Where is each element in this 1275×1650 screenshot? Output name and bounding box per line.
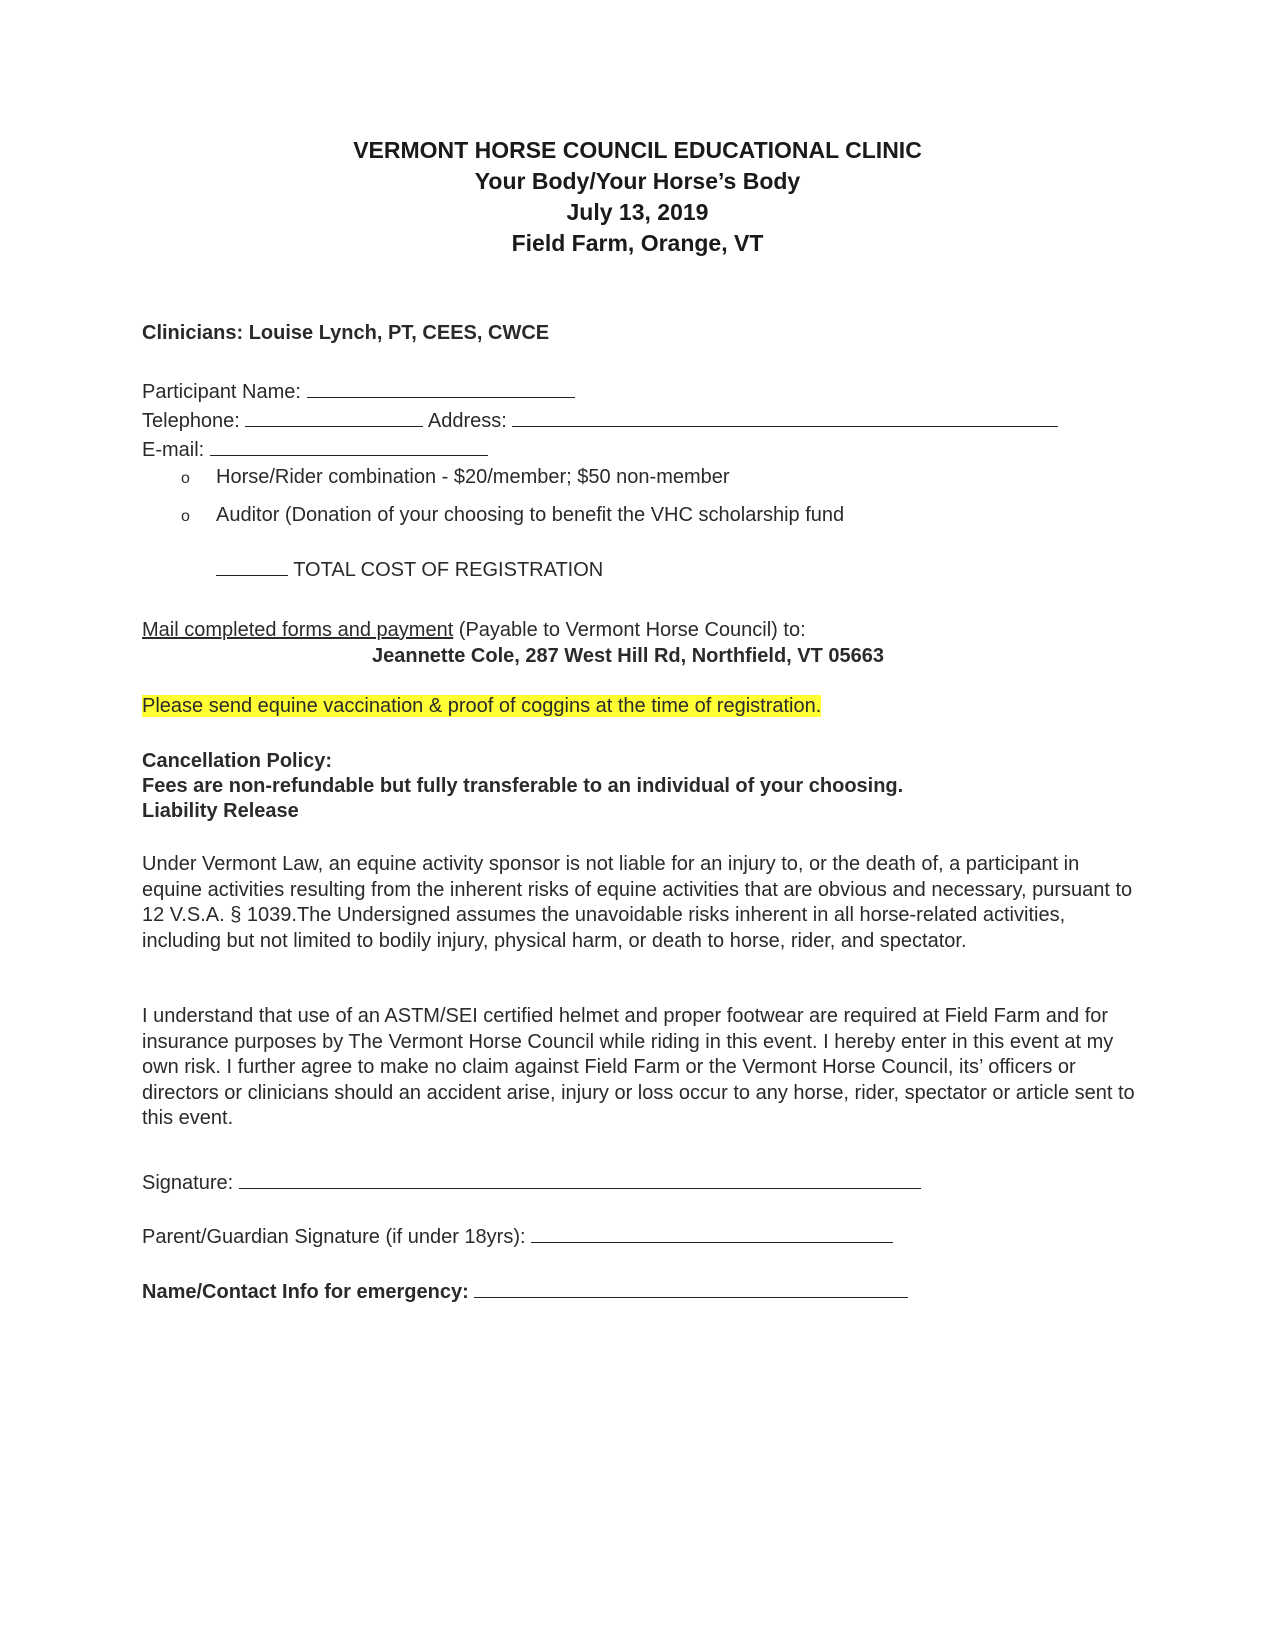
telephone-address-row [142, 408, 1058, 433]
total-cost-row [216, 557, 603, 582]
guardian-signature-row [142, 1224, 893, 1249]
signature-label: Signature: [142, 1172, 234, 1194]
vaccination-notice-text: Please send equine vaccination & proof of coggins at the time of registration. [142, 695, 822, 717]
auditor-option[interactable]: Auditor (Donation of your choosing to benefit the VHC scholarship fund [216, 504, 845, 526]
vermont-law-paragraph: Under Vermont Law, an equine activity sponsor is not liable for an injury to, or the death of, a participant in equine activities resulting from the inherent risks of equine activities that are obvious and necessary, pursuant to 12 V.S.A. § 1039.The Undersigned assumes the unavoidable risks inherent in all horse-related activities, including but not limited to bodily injury, physical harm, or death to horse, rider, and spectator. [142, 853, 1133, 952]
total-cost-label: TOTAL COST OF REGISTRATION [293, 559, 604, 581]
document-header [0, 135, 1275, 259]
total-cost-field[interactable] [216, 557, 288, 576]
vaccination-notice [142, 695, 821, 718]
participant-name-field[interactable] [307, 379, 575, 398]
document-title: VERMONT HORSE COUNCIL EDUCATIONAL CLINIC [353, 137, 922, 163]
participant-name-row [142, 379, 575, 404]
emergency-contact-field[interactable] [474, 1279, 908, 1298]
telephone-label: Telephone: [142, 410, 240, 432]
horse-rider-option[interactable]: Horse/Rider combination - $20/member; $50 non-member [216, 466, 730, 488]
event-date: July 13, 2019 [566, 199, 709, 225]
cancellation-policy-heading: Cancellation Policy: [142, 750, 333, 772]
clinicians-line: Clinicians: Louise Lynch, PT, CEES, CWCE [142, 322, 550, 344]
address-label: Address: [427, 410, 507, 432]
liability-release-heading: Liability Release [142, 800, 299, 822]
address-field[interactable] [512, 408, 1058, 427]
email-field[interactable] [210, 437, 488, 456]
bullet-marker: o [181, 508, 190, 525]
guardian-signature-label: Parent/Guardian Signature (if under 18yrs): [142, 1226, 526, 1248]
mail-instructions-rest: (Payable to Vermont Horse Council) to: [453, 619, 806, 641]
telephone-field[interactable] [245, 408, 423, 427]
mail-instructions [142, 619, 806, 642]
guardian-signature-field[interactable] [531, 1224, 893, 1243]
bullet-marker: o [181, 470, 190, 487]
participant-name-label: Participant Name: [142, 381, 301, 403]
document-subtitle: Your Body/Your Horse’s Body [474, 168, 801, 194]
event-location: Field Farm, Orange, VT [511, 230, 764, 256]
email-label: E-mail: [142, 439, 205, 461]
mail-instructions-underlined: Mail completed forms and payment [142, 619, 454, 641]
signature-field[interactable] [239, 1170, 921, 1189]
emergency-contact-label: Name/Contact Info for emergency: [142, 1281, 469, 1303]
helmet-waiver-paragraph: I understand that use of an ASTM/SEI certified helmet and proper footwear are required at Field Farm and for insurance purposes by The Vermont Horse Council while riding in this event. I hereby enter in this event at my own risk. I further agree to make no claim against Field Farm or the Vermont Horse Council, its’ officers or directors or clinicians should an accident arise, injury or loss occur to any horse, rider, spectator or article sent to this event. [142, 1005, 1135, 1129]
emergency-contact-row [142, 1279, 908, 1304]
signature-row [142, 1170, 921, 1195]
email-row [142, 437, 488, 462]
fees-policy: Fees are non-refundable but fully transferable to an individual of your choosing. [142, 775, 904, 797]
mailing-address: Jeannette Cole, 287 West Hill Rd, Northfield, VT 05663 [372, 645, 885, 667]
